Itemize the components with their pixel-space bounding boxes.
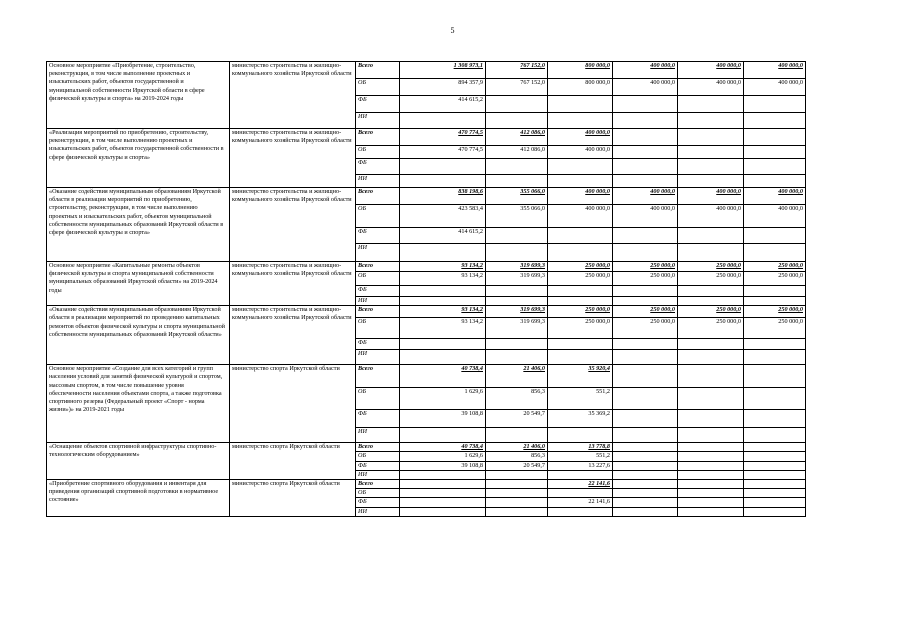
funding-source-cell: ФБ	[356, 228, 400, 244]
amount-cell	[613, 286, 678, 297]
amount-cell: 250 000,0	[613, 262, 678, 272]
funding-source-cell: ИИ	[356, 350, 400, 365]
funding-source-cell: ОБ	[356, 318, 400, 339]
amount-cell: 22 141,6	[548, 479, 613, 488]
amount-cell	[678, 498, 744, 507]
table-row	[47, 443, 806, 452]
amount-cell	[548, 286, 613, 297]
amount-cell	[678, 175, 744, 188]
amount-cell	[678, 228, 744, 244]
table-row	[47, 62, 806, 79]
amount-cell: 250 000,0	[548, 262, 613, 272]
amount-cell: 20 549,7	[486, 410, 548, 428]
amount-cell	[400, 244, 486, 262]
amount-cell	[613, 244, 678, 262]
amount-cell: 40 738,4	[400, 365, 486, 388]
amount-cell: 856,3	[486, 452, 548, 461]
amount-cell	[744, 365, 806, 388]
amount-cell	[400, 479, 486, 488]
measure-name-cell: «Реализация мероприятий по приобретению, строительству, реконструкции, в том числе выполнению проектных и изыскательских работ, объектов государственной собственности в сфере физической культуры и спорта»	[47, 129, 230, 188]
funding-source-cell: ФБ	[356, 410, 400, 428]
amount-cell	[744, 479, 806, 488]
funding-source-cell: ИИ	[356, 507, 400, 516]
amount-cell: 414 615,2	[400, 96, 486, 113]
funding-source-cell: Всего	[356, 262, 400, 272]
budget-table-body	[47, 62, 806, 517]
funding-source-cell: ФБ	[356, 498, 400, 507]
amount-cell	[613, 129, 678, 146]
amount-cell: 319 699,3	[486, 318, 548, 339]
amount-cell: 250 000,0	[744, 272, 806, 286]
funding-source-cell: ИИ	[356, 297, 400, 306]
amount-cell: 894 357,9	[400, 79, 486, 96]
amount-cell: 93 134,2	[400, 272, 486, 286]
amount-cell: 21 406,0	[486, 443, 548, 452]
amount-cell: 400 000,0	[548, 146, 613, 159]
amount-cell	[678, 297, 744, 306]
amount-cell	[486, 175, 548, 188]
amount-cell: 250 000,0	[744, 318, 806, 339]
amount-cell	[744, 175, 806, 188]
amount-cell	[744, 489, 806, 498]
amount-cell: 250 000,0	[548, 318, 613, 339]
amount-cell: 250 000,0	[744, 262, 806, 272]
amount-cell: 767 152,0	[486, 62, 548, 79]
responsible-executor-cell: министерство строительства и жилищно-коммунального хозяйства Иркутской области	[230, 262, 356, 306]
amount-cell: 400 000,0	[613, 62, 678, 79]
amount-cell: 39 108,8	[400, 461, 486, 470]
amount-cell	[613, 339, 678, 350]
amount-cell	[678, 159, 744, 175]
amount-cell	[613, 175, 678, 188]
amount-cell: 250 000,0	[613, 318, 678, 339]
amount-cell: 250 000,0	[678, 272, 744, 286]
amount-cell	[613, 507, 678, 516]
amount-cell: 250 000,0	[744, 306, 806, 318]
amount-cell	[613, 428, 678, 443]
amount-cell: 400 000,0	[678, 188, 744, 205]
amount-cell: 1 308 973,1	[400, 62, 486, 79]
amount-cell	[744, 129, 806, 146]
amount-cell	[486, 159, 548, 175]
amount-cell: 250 000,0	[678, 306, 744, 318]
amount-cell	[613, 489, 678, 498]
responsible-executor-cell: министерство строительства и жилищно-коммунального хозяйства Иркутской области	[230, 62, 356, 129]
budget-table	[46, 61, 806, 517]
amount-cell: 400 000,0	[744, 79, 806, 96]
amount-cell	[744, 228, 806, 244]
table-row	[47, 129, 806, 146]
amount-cell: 250 000,0	[678, 318, 744, 339]
measure-name-cell: «Приобретение спортивного оборудования и инвентаря для приведения организаций спортивной подготовки в нормативное состояние»	[47, 479, 230, 516]
funding-source-cell: ФБ	[356, 339, 400, 350]
amount-cell	[486, 244, 548, 262]
amount-cell	[486, 428, 548, 443]
amount-cell	[678, 113, 744, 129]
amount-cell: 319 699,3	[486, 262, 548, 272]
amount-cell	[678, 339, 744, 350]
responsible-executor-cell: министерство строительства и жилищно-коммунального хозяйства Иркутской области	[230, 306, 356, 365]
amount-cell	[744, 428, 806, 443]
amount-cell	[548, 428, 613, 443]
amount-cell	[400, 350, 486, 365]
amount-cell: 470 774,5	[400, 129, 486, 146]
amount-cell: 35 920,4	[548, 365, 613, 388]
funding-source-cell: ОБ	[356, 388, 400, 410]
table-row	[47, 262, 806, 272]
amount-cell: 400 000,0	[744, 188, 806, 205]
amount-cell	[678, 129, 744, 146]
amount-cell	[486, 228, 548, 244]
amount-cell	[744, 443, 806, 452]
amount-cell: 93 134,2	[400, 306, 486, 318]
table-row	[47, 306, 806, 318]
measure-name-cell: Основное мероприятие «Приобретение, строительство, реконструкция, в том числе выполнение проектных и изыскательских работ, объектов государственной и муниципальной собственности Иркутской области в сфере физической культуры и спорта» на 2019-2024 годы	[47, 62, 230, 129]
funding-source-cell: ИИ	[356, 113, 400, 129]
amount-cell	[613, 228, 678, 244]
amount-cell	[678, 452, 744, 461]
funding-source-cell: ОБ	[356, 489, 400, 498]
funding-source-cell: ФБ	[356, 461, 400, 470]
amount-cell	[486, 489, 548, 498]
amount-cell: 250 000,0	[548, 306, 613, 318]
amount-cell	[613, 498, 678, 507]
amount-cell	[548, 339, 613, 350]
amount-cell	[744, 159, 806, 175]
amount-cell	[548, 96, 613, 113]
responsible-executor-cell: министерство спорта Иркутской области	[230, 479, 356, 516]
amount-cell	[744, 113, 806, 129]
funding-source-cell: Всего	[356, 306, 400, 318]
amount-cell: 250 000,0	[678, 262, 744, 272]
amount-cell	[744, 244, 806, 262]
funding-source-cell: ОБ	[356, 146, 400, 159]
amount-cell: 414 615,2	[400, 228, 486, 244]
amount-cell: 551,2	[548, 388, 613, 410]
amount-cell	[400, 498, 486, 507]
amount-cell	[613, 479, 678, 488]
amount-cell	[400, 339, 486, 350]
funding-source-cell: ОБ	[356, 79, 400, 96]
amount-cell: 470 774,5	[400, 146, 486, 159]
amount-cell: 250 000,0	[613, 272, 678, 286]
amount-cell	[744, 350, 806, 365]
amount-cell	[678, 470, 744, 479]
amount-cell: 355 066,0	[486, 205, 548, 228]
amount-cell	[400, 297, 486, 306]
amount-cell: 355 066,0	[486, 188, 548, 205]
amount-cell: 800 000,0	[548, 79, 613, 96]
amount-cell: 1 629,6	[400, 452, 486, 461]
measure-name-cell: Основное мероприятие «Создание для всех категорий и групп населения условий для занятий физической культурой и спортом, массовым спортом, в том числе повышение уровня обеспеченности населения объектами спорта, а также подготовка спортивного резерва (Федеральный проект «Спорт - норма жизни»)» на 2019-2021 годы	[47, 365, 230, 443]
amount-cell	[613, 113, 678, 129]
amount-cell: 800 000,0	[548, 62, 613, 79]
page-number: 5	[450, 26, 455, 35]
table-row	[47, 188, 806, 205]
amount-cell	[400, 489, 486, 498]
amount-cell	[486, 350, 548, 365]
amount-cell	[548, 244, 613, 262]
amount-cell	[548, 175, 613, 188]
amount-cell	[678, 410, 744, 428]
amount-cell	[678, 350, 744, 365]
amount-cell	[678, 479, 744, 488]
amount-cell: 838 198,6	[400, 188, 486, 205]
funding-source-cell: ФБ	[356, 286, 400, 297]
measure-name-cell: «Оказание содействия муниципальным образованиям Иркутской области в реализации мероприятий по проведению капитальных ремонтов объектов физической культуры и спорта муниципальной собственности муниципальных образований Иркутской области»	[47, 306, 230, 365]
amount-cell	[678, 146, 744, 159]
responsible-executor-cell: министерство строительства и жилищно-коммунального хозяйства Иркутской области	[230, 188, 356, 262]
amount-cell: 400 000,0	[613, 205, 678, 228]
responsible-executor-cell: министерство спорта Иркутской области	[230, 443, 356, 480]
funding-source-cell: Всего	[356, 62, 400, 79]
amount-cell: 767 152,0	[486, 79, 548, 96]
amount-cell	[548, 470, 613, 479]
amount-cell	[678, 507, 744, 516]
amount-cell: 400 000,0	[548, 129, 613, 146]
amount-cell	[548, 159, 613, 175]
amount-cell: 39 108,8	[400, 410, 486, 428]
amount-cell	[486, 507, 548, 516]
amount-cell	[613, 443, 678, 452]
amount-cell	[744, 96, 806, 113]
amount-cell	[486, 113, 548, 129]
funding-source-cell: ОБ	[356, 205, 400, 228]
amount-cell: 400 000,0	[613, 79, 678, 96]
amount-cell: 412 086,0	[486, 129, 548, 146]
funding-source-cell: ИИ	[356, 244, 400, 262]
amount-cell: 250 000,0	[613, 306, 678, 318]
amount-cell	[400, 113, 486, 129]
amount-cell	[613, 96, 678, 113]
amount-cell	[744, 146, 806, 159]
amount-cell	[744, 286, 806, 297]
amount-cell	[400, 470, 486, 479]
amount-cell: 20 549,7	[486, 461, 548, 470]
funding-source-cell: Всего	[356, 443, 400, 452]
amount-cell	[678, 96, 744, 113]
amount-cell	[486, 297, 548, 306]
amount-cell: 856,3	[486, 388, 548, 410]
amount-cell: 551,2	[548, 452, 613, 461]
amount-cell: 93 134,2	[400, 262, 486, 272]
amount-cell	[613, 297, 678, 306]
amount-cell: 400 000,0	[744, 205, 806, 228]
amount-cell	[678, 388, 744, 410]
amount-cell: 400 000,0	[678, 79, 744, 96]
amount-cell: 400 000,0	[548, 205, 613, 228]
amount-cell	[678, 428, 744, 443]
responsible-executor-cell: министерство строительства и жилищно-коммунального хозяйства Иркутской области	[230, 129, 356, 188]
amount-cell	[486, 96, 548, 113]
amount-cell	[548, 507, 613, 516]
amount-cell	[744, 498, 806, 507]
amount-cell	[678, 365, 744, 388]
amount-cell	[678, 286, 744, 297]
amount-cell: 13 778,8	[548, 443, 613, 452]
amount-cell	[548, 228, 613, 244]
measure-name-cell: «Оснащение объектов спортивной инфраструктуры спортивно-технологическим оборудованием»	[47, 443, 230, 480]
amount-cell	[486, 339, 548, 350]
amount-cell	[548, 297, 613, 306]
amount-cell	[744, 461, 806, 470]
amount-cell: 250 000,0	[548, 272, 613, 286]
amount-cell: 319 699,3	[486, 272, 548, 286]
amount-cell	[400, 159, 486, 175]
amount-cell	[613, 461, 678, 470]
table-row	[47, 479, 806, 488]
amount-cell: 93 134,2	[400, 318, 486, 339]
amount-cell	[400, 286, 486, 297]
amount-cell	[486, 470, 548, 479]
amount-cell: 400 000,0	[678, 62, 744, 79]
amount-cell: 319 699,3	[486, 306, 548, 318]
funding-source-cell: Всего	[356, 479, 400, 488]
amount-cell	[548, 113, 613, 129]
amount-cell	[400, 507, 486, 516]
funding-source-cell: ИИ	[356, 175, 400, 188]
amount-cell: 400 000,0	[744, 62, 806, 79]
amount-cell: 400 000,0	[678, 205, 744, 228]
amount-cell: 22 141,6	[548, 498, 613, 507]
amount-cell	[744, 507, 806, 516]
amount-cell	[486, 479, 548, 488]
funding-source-cell: Всего	[356, 365, 400, 388]
amount-cell	[400, 428, 486, 443]
amount-cell	[678, 443, 744, 452]
amount-cell	[548, 350, 613, 365]
amount-cell: 40 738,4	[400, 443, 486, 452]
amount-cell	[678, 461, 744, 470]
amount-cell: 21 406,0	[486, 365, 548, 388]
amount-cell	[613, 470, 678, 479]
funding-source-cell: ФБ	[356, 159, 400, 175]
amount-cell	[744, 388, 806, 410]
amount-cell	[613, 146, 678, 159]
amount-cell: 400 000,0	[548, 188, 613, 205]
funding-source-cell: ОБ	[356, 272, 400, 286]
table-row	[47, 365, 806, 388]
amount-cell	[678, 489, 744, 498]
measure-name-cell: Основное мероприятие «Капитальные ремонты объектов физической культуры и спорта муниципальной собственности муниципальных образований Иркутской области» на 2019-2024 годы	[47, 262, 230, 306]
funding-source-cell: ИИ	[356, 428, 400, 443]
amount-cell	[613, 365, 678, 388]
funding-source-cell: Всего	[356, 188, 400, 205]
amount-cell	[486, 498, 548, 507]
amount-cell	[744, 452, 806, 461]
amount-cell	[400, 175, 486, 188]
funding-source-cell: Всего	[356, 129, 400, 146]
amount-cell: 35 369,2	[548, 410, 613, 428]
amount-cell: 412 086,0	[486, 146, 548, 159]
amount-cell	[613, 452, 678, 461]
amount-cell	[744, 339, 806, 350]
responsible-executor-cell: министерство спорта Иркутской области	[230, 365, 356, 443]
amount-cell: 1 629,6	[400, 388, 486, 410]
amount-cell	[613, 350, 678, 365]
amount-cell	[678, 244, 744, 262]
amount-cell	[613, 159, 678, 175]
amount-cell	[744, 410, 806, 428]
amount-cell	[548, 489, 613, 498]
amount-cell	[744, 297, 806, 306]
measure-name-cell: «Оказание содействия муниципальным образованиям Иркутской области в реализации мероприятий по приобретению, строительству, реконструкции, в том числе выполнению проектных и изыскательских работ, объектов муниципальной собственности муниципальных образований Иркутской области в сфере физической культуры и спорта»	[47, 188, 230, 262]
amount-cell: 423 583,4	[400, 205, 486, 228]
funding-source-cell: ФБ	[356, 96, 400, 113]
amount-cell	[613, 388, 678, 410]
funding-source-cell: ОБ	[356, 452, 400, 461]
amount-cell	[486, 286, 548, 297]
amount-cell: 400 000,0	[613, 188, 678, 205]
amount-cell	[613, 410, 678, 428]
amount-cell: 13 227,6	[548, 461, 613, 470]
funding-source-cell: ИИ	[356, 470, 400, 479]
amount-cell	[744, 470, 806, 479]
